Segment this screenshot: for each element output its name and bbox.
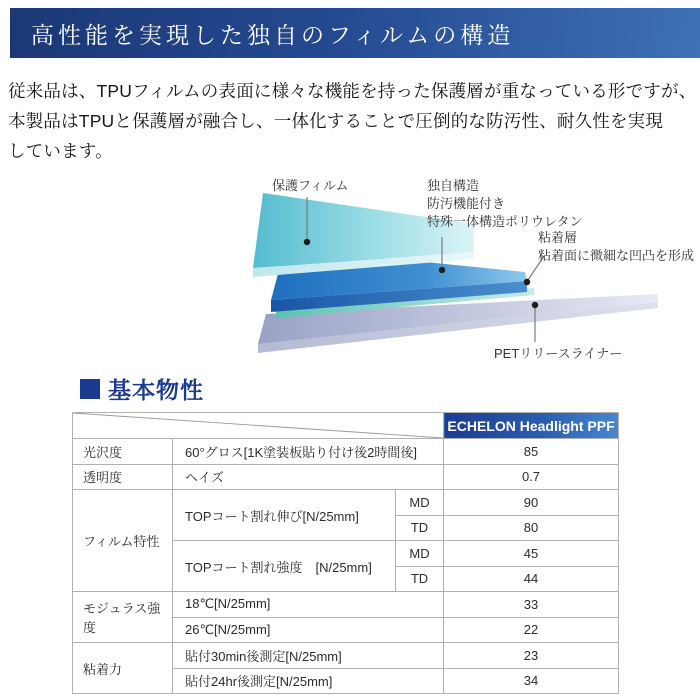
cell-desc: ヘイズ [173, 464, 444, 490]
table-row [73, 643, 619, 669]
cell-direction: MD [396, 541, 444, 567]
label-adhesive-line: 粘着層 [538, 230, 578, 245]
cell-desc: 18℃[N/25mm] [173, 592, 444, 618]
intro-line: 従来品は、TPUフィルムの表面に様々な機能を持った保護層が重なっている形ですが、 [8, 81, 697, 101]
dot-unique-structure [439, 267, 445, 273]
cell-direction: TD [396, 515, 444, 541]
cell-value: 44 [444, 566, 619, 592]
cell-value: 90 [444, 490, 619, 516]
label-unique-structure-line: 独自構造 [427, 178, 480, 193]
cell-value: 34 [444, 668, 619, 694]
section-banner [10, 8, 700, 58]
cell-value: 0.7 [444, 464, 619, 490]
diagonal-line [73, 413, 443, 438]
square-bullet-icon [80, 379, 100, 399]
cell-direction: TD [396, 566, 444, 592]
intro-line: しています。 [8, 141, 113, 161]
cell-category: 透明度 [73, 464, 173, 490]
table-row [73, 439, 619, 465]
basic-properties-table [72, 412, 619, 694]
label-unique-structure [427, 177, 582, 231]
label-unique-structure-line: 防汚機能付き [427, 196, 506, 211]
cell-desc: 26℃[N/25mm] [173, 617, 444, 643]
cell-category: モジュラス強度 [73, 592, 173, 643]
cell-value: 80 [444, 515, 619, 541]
cell-value: 45 [444, 541, 619, 567]
cell-category: フィルム特性 [73, 490, 173, 592]
banner-title: 高性能を実現した独自のフィルムの構造 [31, 22, 515, 49]
cell-category: 光沢度 [73, 439, 173, 465]
label-liner: PETリリースライナー [494, 346, 623, 361]
label-adhesive [538, 229, 694, 265]
product-header-cell: ECHELON Headlight PPF [444, 413, 619, 439]
label-protective-film: 保護フィルム [272, 178, 349, 193]
cell-desc: TOPコート割れ伸び[N/25mm] [173, 490, 396, 541]
cell-value: 23 [444, 643, 619, 669]
dot-adhesive [524, 279, 530, 285]
cell-desc: TOPコート割れ強度 [N/25mm] [173, 541, 396, 592]
intro-paragraph [8, 76, 696, 166]
cell-direction: MD [396, 490, 444, 516]
cell-desc: 60°グロス[1K塗装板貼り付け後2時間後] [173, 439, 444, 465]
table-row [73, 464, 619, 490]
table-row [73, 592, 619, 618]
cell-value: 22 [444, 617, 619, 643]
cell-value: 85 [444, 439, 619, 465]
cell-value: 33 [444, 592, 619, 618]
cell-desc: 貼付24hr後測定[N/25mm] [173, 668, 444, 694]
dot-liner [532, 302, 538, 308]
dot-protective-film [304, 239, 310, 245]
label-unique-structure-line: 特殊一体構造ポリウレタン [427, 214, 583, 229]
table-row [73, 490, 619, 516]
section-title [80, 372, 204, 405]
label-adhesive-line: 粘着面に微細な凹凸を形成 [538, 248, 695, 263]
section-title-text: 基本物性 [108, 377, 204, 403]
cell-category: 粘着力 [73, 643, 173, 694]
table-header-row [73, 413, 619, 439]
diagonal-header-cell [73, 413, 444, 439]
intro-line: 本製品はTPUと保護層が融合し、一体化することで圧倒的な防汚性、耐久性を実現 [8, 111, 664, 131]
cell-desc: 貼付30min後測定[N/25mm] [173, 643, 444, 669]
